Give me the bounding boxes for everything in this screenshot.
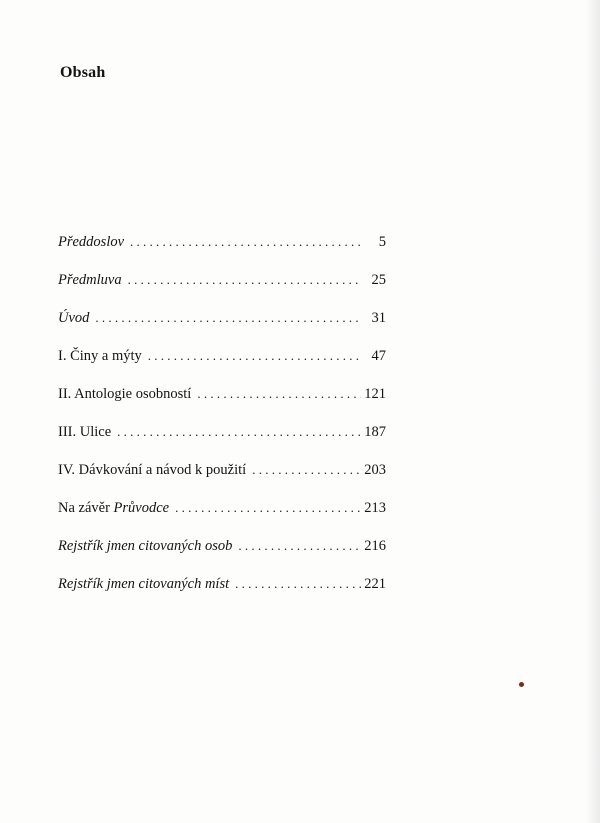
toc-entry-title: III. Ulice bbox=[58, 424, 112, 440]
toc-entry-ulice bbox=[58, 422, 386, 460]
toc-entry-title: II. Antologie osobností bbox=[58, 386, 192, 402]
toc-entry-uvod bbox=[58, 308, 386, 346]
toc-page-number: 216 bbox=[364, 538, 386, 554]
dot-leader bbox=[95, 308, 361, 328]
toc-page-number: 213 bbox=[364, 500, 386, 516]
toc-entry-predmluva bbox=[58, 270, 386, 308]
page-edge-shadow bbox=[586, 0, 600, 823]
dot-leader bbox=[148, 346, 361, 366]
toc-entry-rejstrik-osob bbox=[58, 536, 386, 574]
toc-page-number: 121 bbox=[364, 386, 386, 402]
toc-page-number: 5 bbox=[378, 234, 386, 250]
toc-entry-title: Rejstřík jmen citovaných osob bbox=[58, 538, 233, 554]
dot-leader bbox=[235, 574, 361, 594]
toc-entry-na-zaver-pruvodce bbox=[58, 498, 386, 536]
dot-leader bbox=[128, 270, 361, 290]
toc-page-number: 25 bbox=[371, 272, 386, 288]
dot-leader bbox=[175, 498, 361, 518]
toc-page-number: 221 bbox=[364, 576, 386, 592]
toc-entry-preddoslov bbox=[58, 232, 386, 270]
toc-entry-rejstrik-mist bbox=[58, 574, 386, 612]
page-title: Obsah bbox=[60, 64, 106, 81]
toc-entry-title: I. Činy a mýty bbox=[58, 348, 142, 364]
dot-leader bbox=[197, 384, 361, 404]
toc-entry-antologie-osobnosti bbox=[58, 384, 386, 422]
toc-page-number: 47 bbox=[371, 348, 386, 364]
dot-leader bbox=[238, 536, 361, 556]
toc-entry-title bbox=[58, 498, 169, 518]
toc-entry-ciny-a-myty bbox=[58, 346, 386, 384]
dot-leader bbox=[252, 460, 361, 480]
toc-entry-title: Rejstřík jmen citovaných míst bbox=[58, 576, 230, 592]
toc-entry-title-italic: Průvodce bbox=[113, 500, 170, 516]
dot-leader bbox=[130, 232, 361, 252]
toc-entry-title: IV. Dávkování a návod k použití bbox=[58, 462, 247, 478]
table-of-contents bbox=[58, 232, 386, 612]
toc-page-number: 187 bbox=[364, 424, 386, 440]
toc-entry-title-prefix: Na závěr bbox=[58, 500, 114, 516]
toc-page-number: 203 bbox=[364, 462, 386, 478]
toc-entry-title: Předmluva bbox=[58, 272, 122, 288]
toc-entry-davkovani bbox=[58, 460, 386, 498]
toc-entry-title: Předdoslov bbox=[58, 234, 125, 250]
toc-page-number: 31 bbox=[371, 310, 386, 326]
dot-leader bbox=[117, 422, 361, 442]
toc-entry-title: Úvod bbox=[58, 310, 90, 326]
ink-spot bbox=[519, 682, 524, 687]
